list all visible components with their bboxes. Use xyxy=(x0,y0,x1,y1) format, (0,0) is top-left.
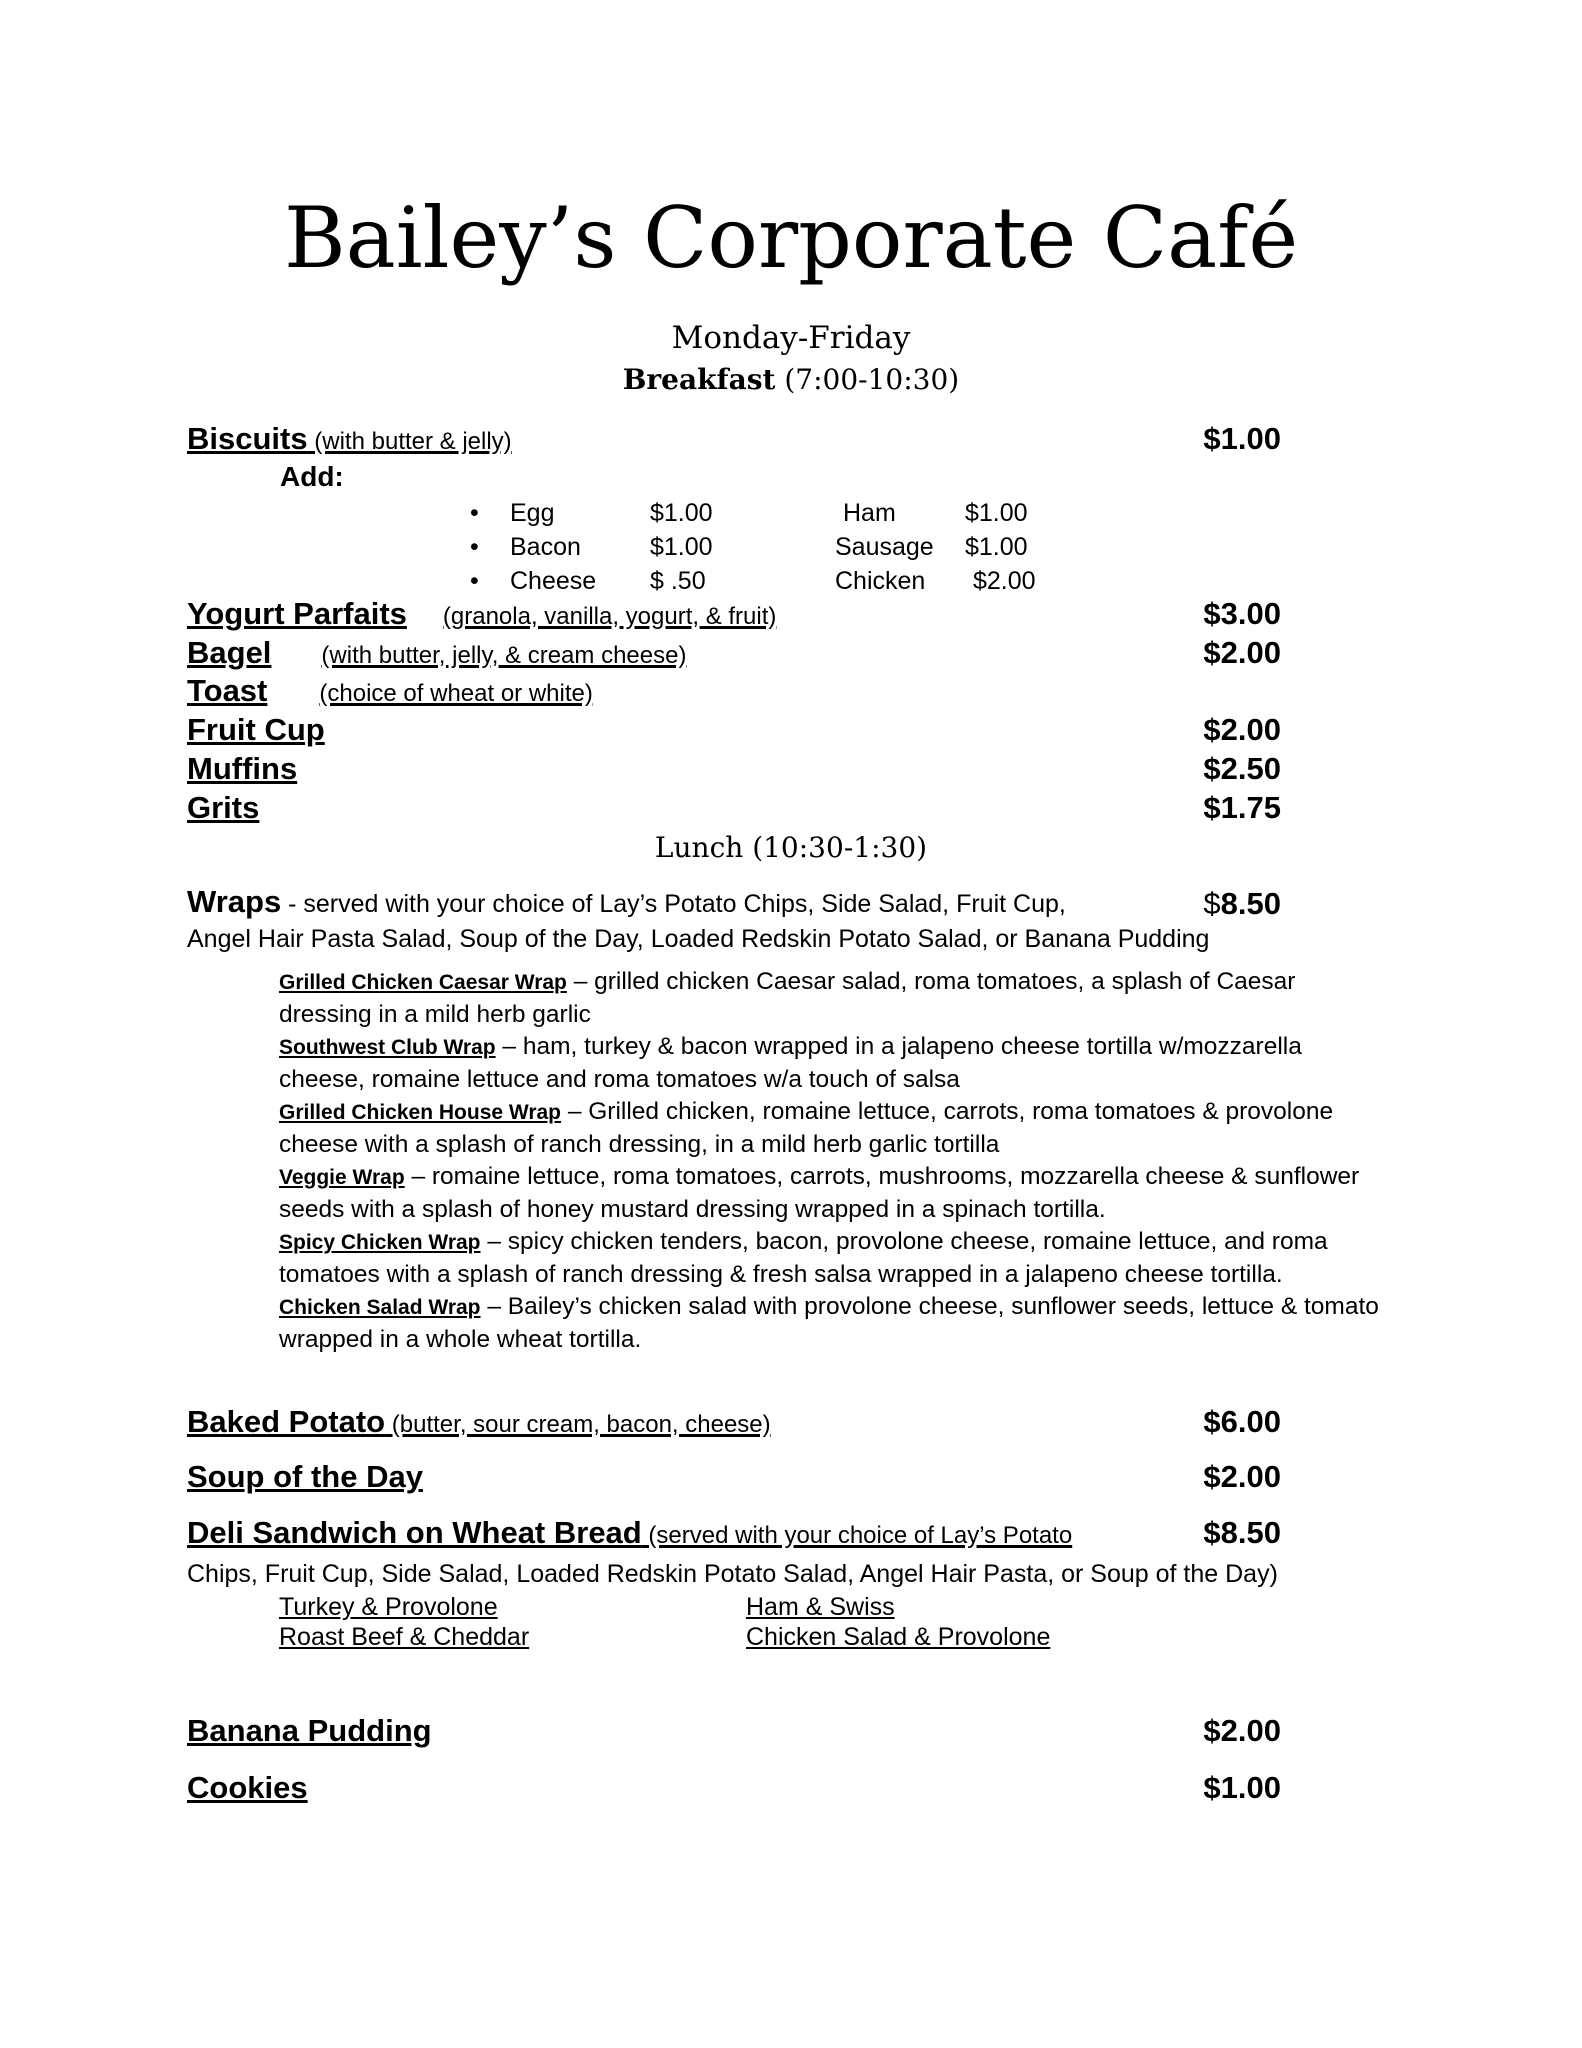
baked-potato-item xyxy=(187,1403,771,1444)
wraps-header xyxy=(187,885,1066,921)
wrap-name: Chicken Salad Wrap xyxy=(279,1296,481,1319)
cookies-name: Cookies xyxy=(187,1770,308,1805)
addon-price: $1.00 xyxy=(650,499,713,527)
bagel-desc: (with butter, jelly, & cream cheese) xyxy=(321,642,687,669)
baked-potato-desc: (butter, sour cream, bacon, cheese) xyxy=(385,1411,771,1438)
breakfast-hours xyxy=(0,362,1582,398)
addon-row xyxy=(470,530,1085,564)
addon-name-2: Sausage xyxy=(835,533,934,561)
yogurt-name: Yogurt Parfaits xyxy=(187,596,407,631)
toast-name: Toast xyxy=(187,673,268,708)
deli-option: Chicken Salad & Provolone xyxy=(746,1623,1051,1651)
yogurt-price: $3.00 xyxy=(1203,596,1281,631)
grits-name: Grits xyxy=(187,790,260,825)
bagel-name: Bagel xyxy=(187,635,272,670)
wraps-price-symbol: $ xyxy=(1203,886,1221,921)
wrap-item xyxy=(279,1226,1389,1291)
wrap-desc: – grilled chicken Caesar salad, roma tomatoes, a splash of Caesar dressing in a mild herb garlic xyxy=(279,968,1296,1028)
addon-price: $ .50 xyxy=(650,567,706,595)
wrap-list xyxy=(279,966,1389,1356)
yogurt-item xyxy=(187,595,776,636)
cookies-price: $1.00 xyxy=(1203,1770,1281,1805)
addon-price-2: $1.00 xyxy=(965,499,1028,527)
addon-price: $1.00 xyxy=(650,533,713,561)
toast-item xyxy=(187,672,593,713)
banana-pudding-name: Banana Pudding xyxy=(187,1713,432,1748)
wraps-price xyxy=(1203,885,1281,923)
wrap-name: Southwest Club Wrap xyxy=(279,1036,496,1059)
addon-name: Bacon xyxy=(510,533,581,561)
soup-price: $2.00 xyxy=(1203,1459,1281,1494)
baked-potato-name: Baked Potato xyxy=(187,1404,386,1439)
wrap-name: Spicy Chicken Wrap xyxy=(279,1231,481,1254)
wraps-desc: - served with your choice of Lay’s Potato Chips, Side Salad, Fruit Cup, xyxy=(281,890,1066,918)
breakfast-time: (7:00-10:30) xyxy=(775,363,960,396)
wrap-desc: – Grilled chicken, romaine lettuce, carrots, roma tomatoes & provolone cheese with a splash of ranch dressing, in a mild herb garlic tortilla xyxy=(279,1098,1334,1158)
wrap-desc: – ham, turkey & bacon wrapped in a jalapeno cheese tortilla w/mozzarella cheese, romaine lettuce and roma tomatoes w/a touch of salsa xyxy=(279,1033,1302,1093)
addon-price-2: $2.00 xyxy=(973,567,1036,595)
wrap-item xyxy=(279,1096,1389,1161)
biscuits-desc: (with butter & jelly) xyxy=(307,428,512,455)
days-label: Monday-Friday xyxy=(671,320,911,356)
fruit-cup-name: Fruit Cup xyxy=(187,712,325,747)
addon-name: Egg xyxy=(510,499,555,527)
toast-desc: (choice of wheat or white) xyxy=(319,680,593,707)
wraps-desc-2: Angel Hair Pasta Salad, Soup of the Day, Loaded Redskin Potato Salad, or Banana Pudding xyxy=(187,925,1210,953)
bullet-icon: • xyxy=(470,533,479,561)
baked-potato-price: $6.00 xyxy=(1203,1404,1281,1439)
addon-row xyxy=(470,564,1085,598)
wrap-item xyxy=(279,1291,1389,1356)
wrap-item xyxy=(279,1031,1389,1096)
banana-pudding-price: $2.00 xyxy=(1203,1713,1281,1748)
wrap-name: Grilled Chicken House Wrap xyxy=(279,1101,562,1124)
wrap-desc: – Bailey’s chicken salad with provolone cheese, sunflower seeds, lettuce & tomato wrapped in a whole wheat tortilla. xyxy=(279,1293,1379,1353)
yogurt-desc: (granola, vanilla, yogurt, & fruit) xyxy=(442,603,777,630)
muffins-price: $2.50 xyxy=(1203,751,1281,786)
cafe-title: Bailey’s Corporate Café xyxy=(283,189,1299,287)
soup-name: Soup of the Day xyxy=(187,1459,423,1494)
deli-option: Roast Beef & Cheddar xyxy=(279,1623,530,1651)
wraps-name: Wraps xyxy=(187,884,282,919)
wrap-desc: – romaine lettuce, roma tomatoes, carrots, mushrooms, mozzarella cheese & sunflower seeds with a splash of honey mustard dressing wrapped in a spinach tortilla. xyxy=(279,1163,1360,1223)
addon-list xyxy=(470,496,1085,598)
add-label: Add: xyxy=(280,461,344,492)
addon-price-2: $1.00 xyxy=(965,533,1028,561)
wrap-item xyxy=(279,966,1389,1031)
deli-name: Deli Sandwich on Wheat Bread xyxy=(187,1515,642,1550)
wrap-desc: – spicy chicken tenders, bacon, provolone cheese, romaine lettuce, and roma tomatoes with a splash of ranch dressing & fresh salsa wrapped in a jalapeno cheese tortilla. xyxy=(279,1228,1328,1288)
biscuits-item xyxy=(187,420,512,461)
addon-name-2: Chicken xyxy=(835,567,926,595)
addon-row xyxy=(470,496,1085,530)
bagel-price: $2.00 xyxy=(1203,635,1281,670)
bullet-icon: • xyxy=(470,567,479,595)
deli-option: Ham & Swiss xyxy=(746,1593,895,1621)
lunch-hours: Lunch (10:30-1:30) xyxy=(654,831,928,864)
wrap-item xyxy=(279,1161,1389,1226)
deli-option: Turkey & Provolone xyxy=(279,1593,498,1621)
wrap-name: Grilled Chicken Caesar Wrap xyxy=(279,971,567,994)
biscuits-name: Biscuits xyxy=(187,421,308,456)
deli-item xyxy=(187,1514,1072,1555)
bagel-item xyxy=(187,634,686,675)
muffins-name: Muffins xyxy=(187,751,298,786)
addon-name: Cheese xyxy=(510,567,597,595)
breakfast-label: Breakfast xyxy=(622,363,776,396)
fruit-cup-price: $2.00 xyxy=(1203,712,1281,747)
addon-name-2: Ham xyxy=(843,499,896,527)
bullet-icon: • xyxy=(470,499,479,527)
deli-price: $8.50 xyxy=(1203,1515,1281,1550)
deli-desc: (served with your choice of Lay’s Potato xyxy=(641,1522,1073,1549)
grits-price: $1.75 xyxy=(1203,790,1281,825)
deli-desc-2: Chips, Fruit Cup, Side Salad, Loaded Redskin Potato Salad, Angel Hair Pasta, or Soup of the Day) xyxy=(187,1560,1278,1588)
wraps-price-amount: 8.50 xyxy=(1220,886,1281,921)
biscuits-price: $1.00 xyxy=(1203,421,1281,456)
wrap-name: Veggie Wrap xyxy=(279,1166,405,1189)
